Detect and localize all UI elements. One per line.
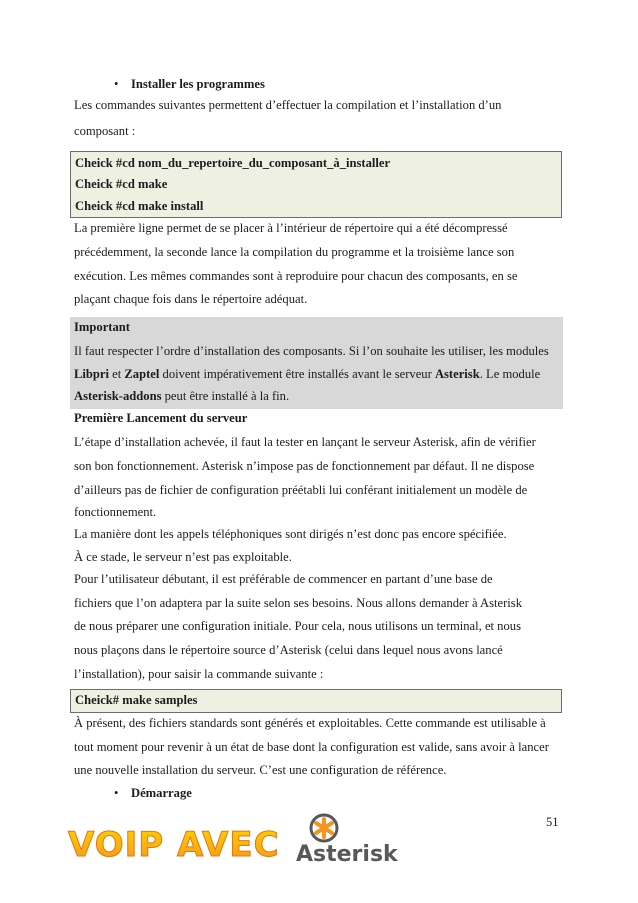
after-line-1: La première ligne permet de se placer à l’intérieur de répertoire qui a été décompressé (74, 221, 508, 235)
bullet-demarrage (114, 786, 192, 801)
after-line-2: précédemment, la seconde lance la compilation du programme et la troisième lance son (74, 245, 515, 259)
section-line-7: Pour l’utilisateur débutant, il est préférable de commencer en partant d’une base de (74, 572, 493, 586)
asterisk-term: Asterisk (434, 367, 480, 381)
command-line-2: Cheick #cd make (75, 177, 168, 191)
samples-command-box (70, 689, 562, 713)
bullet-dot-icon: • (114, 786, 119, 800)
section-line-10: nous plaçons dans le répertoire source d’Asterisk (celui dans lequel nous avons lancé (74, 643, 503, 657)
intro-line-1: Les commandes suivantes permettent d’effectuer la compilation et l’installation d’un (74, 98, 502, 112)
bullet-installer (114, 77, 265, 92)
bullet-dot-icon: • (114, 77, 119, 91)
section-line-8: fichiers que l’on adaptera par la suite selon ses besoins. Nous allons demander à Asterisk (74, 596, 523, 610)
samples-command: Cheick# make samples (75, 693, 198, 707)
section-line-2: son bon fonctionnement. Asterisk n’impose pas de fonctionnement par défaut. Il ne dispose (74, 459, 535, 473)
bullet-installer-label: Installer les programmes (131, 77, 265, 91)
asterisk-star-icon (311, 815, 337, 841)
command-line-3: Cheick #cd make install (75, 199, 204, 213)
asterisk-addons-term: Asterisk-addons (74, 389, 162, 403)
section-line-4: fonctionnement. (74, 505, 157, 519)
important-line-1: Il faut respecter l’ordre d’installation des composants. Si l’on souhaite les utiliser, les modules (74, 344, 549, 358)
section-line-6: À ce stade, le serveur n’est pas exploitable. (74, 550, 292, 564)
section-line-11: l’installation), pour saisir la commande suivante : (74, 667, 324, 681)
closing-line-3: une nouvelle installation du serveur. C’est une configuration de référence. (74, 763, 447, 777)
voip-avec-asterisk-logo (64, 812, 414, 872)
section-line-9: de nous préparer une configuration initiale. Pour cela, nous utilisons un terminal, et nous (74, 619, 521, 633)
after-line-4: plaçant chaque fois dans le répertoire adéquat. (74, 292, 308, 306)
important-line-2: Libpri et Zaptel doivent impérativement être installés avant le serveur Asterisk. Le module (74, 367, 541, 381)
intro-line-2: composant : (74, 124, 136, 138)
section-line-5: La manière dont les appels téléphoniques sont dirigés n’est donc pas encore spécifiée. (74, 527, 507, 541)
zaptel-term: Zaptel (124, 367, 160, 381)
after-line-3: exécution. Les mêmes commandes sont à reproduire pour chacun des composants, en se (74, 269, 518, 283)
section-line-1: L’étape d’installation achevée, il faut la tester en lançant le serveur Asterisk, afin de vérifier (74, 435, 536, 449)
closing-line-2: tout moment pour revenir à un état de base dont la configuration est valide, sans avoir à lancer (74, 740, 549, 754)
command-box (70, 151, 562, 218)
important-title: Important (74, 320, 130, 334)
logo-voip-avec-text: VOIP AVEC (68, 825, 280, 865)
page-number: 51 (546, 815, 559, 829)
logo-asterisk-text: Asterisk (296, 842, 398, 867)
important-line-3: Asterisk-addons peut être installé à la fin. (74, 389, 290, 403)
libpri-term: Libpri (74, 367, 109, 381)
section-line-3: d’ailleurs pas de fichier de configuration préétabli lui conférant initialement un modèle de (74, 483, 528, 497)
closing-line-1: À présent, des fichiers standards sont générés et exploitables. Cette commande est utilisable à (74, 716, 546, 730)
command-line-1: Cheick #cd nom_du_repertoire_du_composant_à_installer (75, 156, 391, 170)
bullet-demarrage-label: Démarrage (131, 786, 192, 800)
section-heading: Première Lancement du serveur (74, 411, 248, 425)
important-note (70, 317, 563, 409)
